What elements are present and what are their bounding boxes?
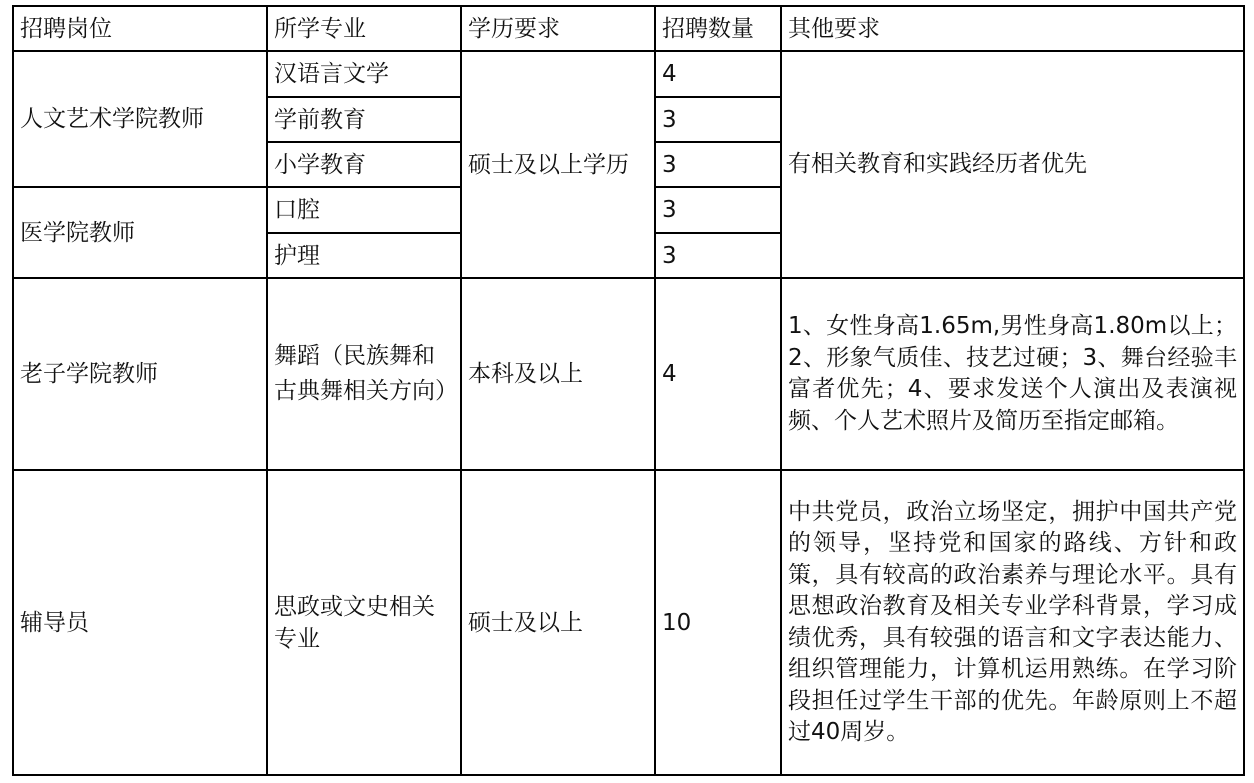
- count-cell: 3: [655, 142, 781, 187]
- major-cell: 思政或文史相关专业: [267, 470, 461, 775]
- header-education: 学历要求: [461, 6, 655, 51]
- other-requirement-cell: 1、女性身高1.65m,男性身高1.80m以上；2、形象气质佳、技艺过硬；3、舞台经验丰富者优先；4、要求发送个人演出及表演视频、个人艺术照片及简历至指定邮箱。: [781, 278, 1244, 470]
- other-requirement-cell: 有相关教育和实践经历者优先: [781, 51, 1244, 278]
- header-major: 所学专业: [267, 6, 461, 51]
- table-row: [13, 278, 1244, 470]
- header-count: 招聘数量: [655, 6, 781, 51]
- major-cell: 学前教育: [267, 97, 461, 142]
- major-cell: 口腔: [267, 187, 461, 233]
- header-position: 招聘岗位: [13, 6, 267, 51]
- major-cell: 汉语言文学: [267, 51, 461, 97]
- education-cell: 本科及以上: [461, 278, 655, 470]
- count-cell: 3: [655, 187, 781, 233]
- count-cell: 3: [655, 233, 781, 278]
- count-cell: 10: [655, 470, 781, 775]
- position-cell: 人文艺术学院教师: [13, 51, 267, 187]
- table-row: [13, 51, 1244, 97]
- recruitment-table: [12, 5, 1245, 776]
- count-cell: 4: [655, 278, 781, 470]
- education-cell: 硕士及以上学历: [461, 51, 655, 278]
- header-other: 其他要求: [781, 6, 1244, 51]
- position-cell: 辅导员: [13, 470, 267, 775]
- count-cell: 3: [655, 97, 781, 142]
- position-cell: 医学院教师: [13, 187, 267, 278]
- major-cell: 舞蹈（民族舞和古典舞相关方向）: [267, 278, 461, 470]
- major-cell: 护理: [267, 233, 461, 278]
- other-requirement-cell: 中共党员，政治立场坚定，拥护中国共产党的领导，坚持党和国家的路线、方针和政策，具有较高的政治素养与理论水平。具有思想政治教育及相关专业学科背景，学习成绩优秀，具有较强的语言和文字表达能力、组织管理能力，计算机运用熟练。在学习阶段担任过学生干部的优先。年龄原则上不超过40周岁。: [781, 470, 1244, 775]
- position-cell: 老子学院教师: [13, 278, 267, 470]
- major-cell: 小学教育: [267, 142, 461, 187]
- education-cell: 硕士及以上: [461, 470, 655, 775]
- count-cell: 4: [655, 51, 781, 97]
- table-row: [13, 470, 1244, 775]
- header-row: [13, 6, 1244, 51]
